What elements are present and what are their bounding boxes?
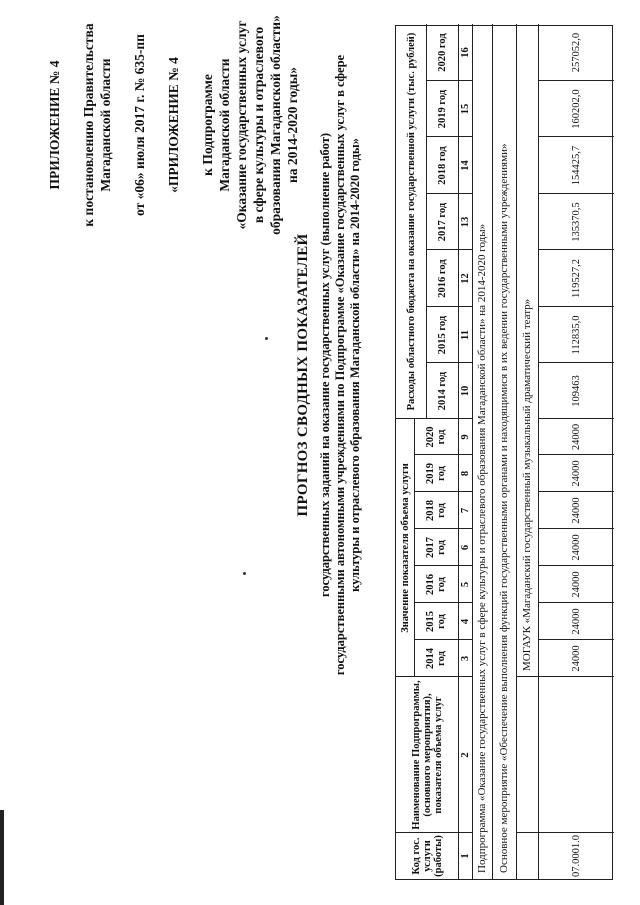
column-number: 7 <box>459 507 471 514</box>
expense-value: 257052,0 <box>570 32 582 73</box>
document-title: ПРОГНОЗ СВОДНЫХ ПОКАЗАТЕЛЕЙ <box>295 233 311 517</box>
decree-line: к постановлению Правительства <box>81 23 96 227</box>
institution-row: МОГАУК «Магаданский государственный музыкальный драматический театр» <box>521 298 533 671</box>
program-line: к Подпрограмме <box>200 74 215 176</box>
expense-value: 154425,7 <box>570 145 582 186</box>
expense-year-header: 2015 год <box>436 315 448 355</box>
volume-year-header: 2014 год <box>425 648 447 669</box>
appendix-label: ПРИЛОЖЕНИЕ № 4 <box>47 60 62 190</box>
volume-value: 24000 <box>570 534 582 561</box>
column-number: 16 <box>459 47 471 58</box>
expense-year-header: 2018 год <box>436 146 448 185</box>
expense-value: 119527,2 <box>570 259 582 298</box>
volume-value: 24000 <box>570 608 582 635</box>
column-number: 9 <box>459 434 471 440</box>
column-number: 3 <box>459 655 471 662</box>
scan-edge-mark <box>0 810 4 905</box>
expense-year-header: 2014 год <box>436 371 448 411</box>
expense-value: 112835,0 <box>570 315 582 355</box>
appendix-label-2: «ПРИЛОЖЕНИЕ № 4 <box>166 57 181 193</box>
expense-value: 160202,0 <box>570 89 582 129</box>
program-line: в сфере культуры и отраслевого <box>251 26 266 224</box>
volume-year-header: 2020 год <box>425 426 447 448</box>
subtitle-line: государственных заданий на оказание государственных услуг (выполнение работ) <box>318 133 332 597</box>
decree-line: Магаданской области <box>98 58 113 192</box>
program-line: образования Магаданской области» <box>268 15 283 235</box>
column-number: 12 <box>459 273 471 284</box>
column-number: 1 <box>459 853 471 859</box>
subtitle-line: культуры и отраслевого образования Магаданской области» на 2014-2020 годы» <box>348 138 362 592</box>
subprogram-row: Подпрограмма «Оказание государственных услуг в сфере культуры и отраслевого образования Магаданской области» на 2014-2020 годы» <box>476 223 488 873</box>
program-line: на 2014-2020 годы» <box>285 66 300 184</box>
expense-year-header: 2017 год <box>436 202 448 242</box>
column-number: 11 <box>459 330 471 340</box>
program-line: Магаданской области <box>217 58 232 192</box>
column-number: 6 <box>459 544 471 551</box>
service-code: 07.0001.0 <box>570 835 582 877</box>
volume-year-header: 2016 год <box>425 574 447 595</box>
volume-year-header: 2015 год <box>425 611 447 632</box>
volume-year-header: 2017 год <box>425 537 447 558</box>
volume-value: 24000 <box>570 497 582 524</box>
scan-speck <box>243 572 246 575</box>
column-number: 13 <box>459 216 471 228</box>
volume-year-header: 2018 год <box>425 500 447 521</box>
expense-year-header: 2020 год <box>436 33 448 72</box>
expense-value: 135370,5 <box>570 202 582 242</box>
expense-year-header: 2019 год <box>436 89 448 129</box>
column-number: 4 <box>459 618 471 625</box>
column-number: 2 <box>459 752 471 758</box>
column-number: 14 <box>459 160 471 171</box>
column-number: 8 <box>459 470 471 477</box>
expense-year-header: 2016 год <box>436 259 448 298</box>
header-name: Наименование Подпрограммы, (основного мероприятия), показателя объема услуг <box>410 680 444 830</box>
decree-date: от «06» июля 2017 г. № 635-пп <box>132 34 147 216</box>
column-number: 15 <box>459 103 471 115</box>
column-number: 5 <box>459 581 471 588</box>
expense-value: 109463 <box>570 375 582 407</box>
scan-speck <box>265 337 268 340</box>
volume-value: 24000 <box>570 571 582 598</box>
indicators-table <box>395 25 613 880</box>
header-volume-group: Значение показателя объема услуги <box>399 463 411 633</box>
volume-year-header: 2019 год <box>425 463 447 484</box>
main-activity-row: Основное мероприятие «Обеспечение выполнения функций государственными органами и находящимися в их ведении государственными учреждениями» <box>498 143 510 873</box>
volume-value: 24000 <box>570 645 582 672</box>
volume-value: 24000 <box>570 423 582 451</box>
volume-value: 24000 <box>570 460 582 487</box>
program-line: «Оказание государственных услуг <box>234 20 249 230</box>
page-header <box>46 0 301 250</box>
column-number: 10 <box>459 385 471 397</box>
subtitle-line: государственными автономными учреждениями по Подпрограмме «Оказание государственных услуг в сфере <box>333 54 347 676</box>
header-code: Код гос. услуги (работы) <box>410 835 444 877</box>
header-expense-group: Расходы областного бюджета на оказание государственной услуги (тыс. рублей) <box>405 32 417 411</box>
document-subtitle <box>318 0 363 775</box>
